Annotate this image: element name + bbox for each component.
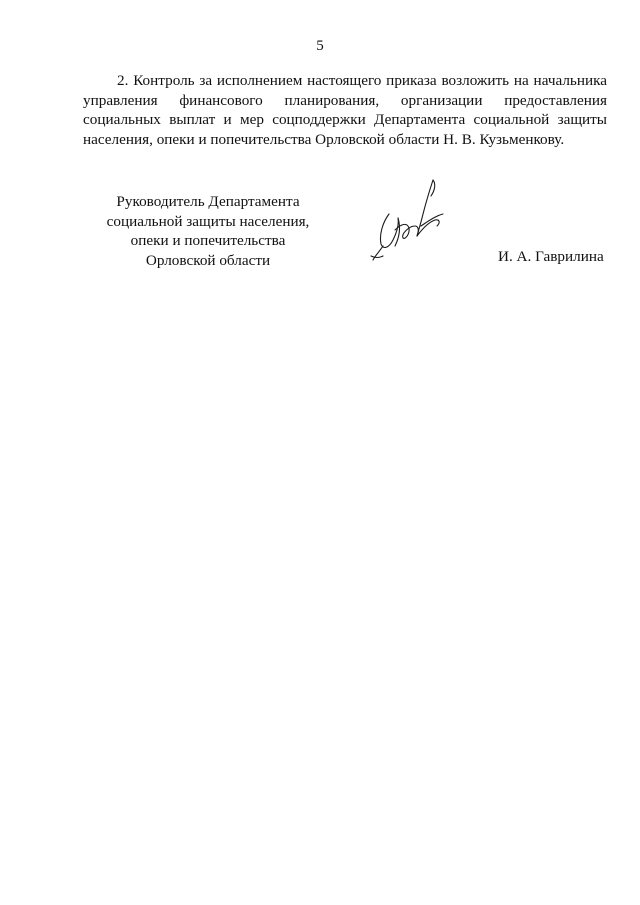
page-number: 5 [316,38,324,54]
signatory-title-line: социальной защиты населения, [106,212,310,230]
signatory-name: И. А. Гаврилина [498,248,604,265]
signatory-title-line: Руководитель Департамента [116,193,300,210]
signatory-title-line: опеки и попечительства [130,232,286,249]
signatory-title-block [92,192,324,270]
handwritten-signature [365,174,465,266]
signatory-title-line: Орловской области [145,251,271,269]
order-paragraph: 2. Контроль за исполнением настоящего приказа возложить на начальника управления финансового планирования, организации предоставления социальных выплат и мер соцподдержки Департамента социальной защиты населения, опеки и попечительства Орловской области Н. В. Кузьменкову. [83,72,607,148]
